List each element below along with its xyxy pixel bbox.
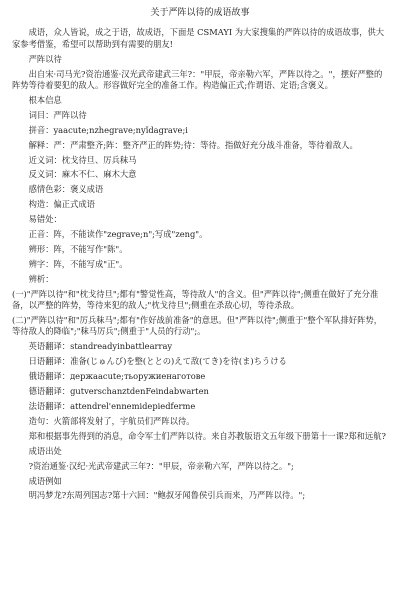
paragraph: 构造：偏正式成语 [28, 199, 95, 210]
paragraph: (二)"严阵以待"和"厉兵秣马";都有"作好战前准备"的意思。但"严阵以待";侧重于"整个军队排好阵势，等待敌人的降临";"秣马厉兵";侧重于"人员的行动";。 [12, 315, 382, 337]
paragraph: 造句：火箭部将发射了，宇航员们严阵以待。 [28, 415, 195, 426]
paragraph: 反义词：麻木不仁、麻木大意 [28, 169, 137, 180]
paragraph: (一)"严阵以待"和"枕戈待旦";都有"警觉性高，等待敌人"的含义。但"严阵以待";侧重在做好了充分准备，以严整的阵势，等待来犯的敌人;"枕戈待旦";侧重在杀敌心切，等待杀敌。 [12, 288, 379, 311]
paragraph: 英语翻译：standreadyinbattlearray [28, 341, 173, 352]
paragraph: 明冯梦龙?东周列国志?第十六回："鲍叔牙闻鲁侯引兵而来，乃严阵以待。"; [28, 490, 306, 501]
paragraph: 解释：严：严肃整齐;阵：整齐严正的阵势;待：等待。指做好充分战斗准备，等待着敌人。 [28, 139, 358, 150]
paragraph: 辨字：阵，不能写成"正"。 [28, 258, 128, 269]
paragraph: 辨形：阵，不能写作"陈"。 [28, 244, 128, 254]
paragraph: 正音：阵，不能读作"zegrave;n";写成"zeng"。 [28, 229, 208, 240]
paragraph: 郑和根据事先得到的消息，命令军士们严阵以待。来自苏教版语文五年级下册第十一课?郑和远航? [28, 430, 386, 441]
paragraph: 日语翻译：准备(じゅんび)を整(ととの)えて敌(てき)を待(ま)ちうける [28, 356, 287, 367]
paragraph: 词目：严阵以待 [28, 109, 87, 120]
paragraph: 拼音：yaacute;nzhegrave;nyǐdagrave;i [28, 124, 188, 135]
document-title: 关于严阵以待的成语故事 [150, 8, 250, 18]
paragraph: 俄语翻译：держаacute;тьоружиенаготове [28, 371, 206, 382]
paragraph: 感情色彩：褒义成语 [28, 184, 104, 195]
paragraph: 根本信息 [28, 94, 62, 105]
paragraph: 辨析： [28, 273, 54, 284]
paragraph: 近义词：枕戈待旦、厉兵秣马 [28, 154, 137, 165]
document-body [12, 27, 388, 501]
paragraph: 成语例如 [28, 475, 62, 486]
paragraph: 法语翻译：attendrel'ennemidepiedferme [28, 400, 196, 411]
paragraph: 出自宋·司马光?资治通鉴·汉光武帝建武三年?："甲辰，帝亲勒六军，严阵以待之。"，摆好严整的阵势等待着要犯的敌人。形容做好完全的准备工作。构造偏正式;作谓语、定语;含褒义。 [12, 68, 383, 91]
paragraph: 成语，众人皆说，成之于语，故成语，下面是 CSMAYI 为大家搜集的严阵以待的成语故事，供大家参考借鉴，希望可以帮助到有需要的朋友! [12, 27, 385, 49]
paragraph: 德语翻译：gutverschanztdenFeindabwarten [28, 386, 209, 397]
paragraph: ?资治通鉴·汉纪·光武帝建武三年?："甲辰，帝亲勒六军，严阵以待之。"; [28, 460, 294, 471]
paragraph: 易错处： [28, 214, 62, 225]
paragraph: 严阵以待 [28, 53, 62, 64]
paragraph: 成语出处 [28, 445, 62, 456]
